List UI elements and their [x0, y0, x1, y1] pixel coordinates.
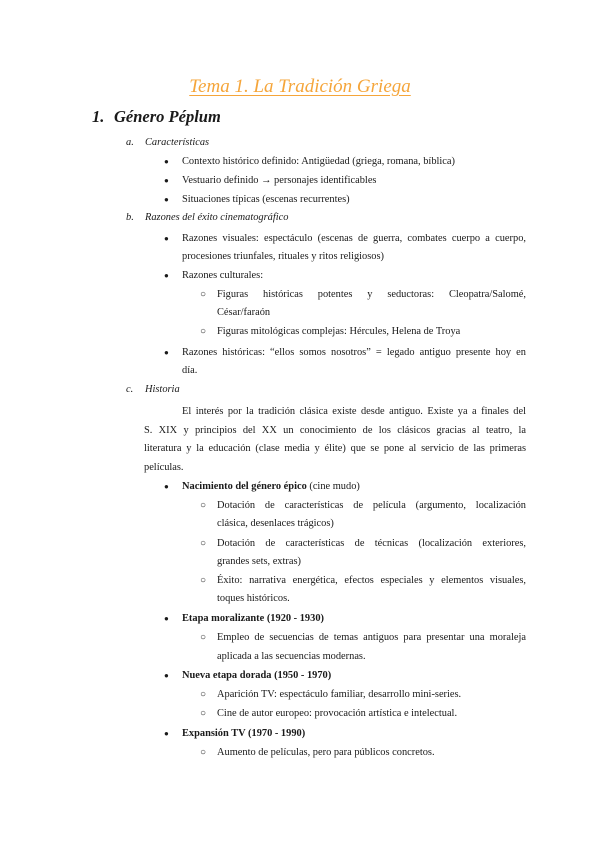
paragraph-line: literatura y la educación (clase media y élite) que se pone al servicio de las primeras [144, 443, 526, 454]
era-title: Nueva etapa dorada (1950 - 1970) [182, 670, 332, 681]
circle-bullet-icon: ○ [200, 747, 207, 758]
paragraph-line: películas. [144, 462, 184, 473]
circle-bullet-icon: ○ [200, 538, 207, 549]
bullet-icon: ● [164, 176, 169, 185]
subsection-title: Características [145, 137, 210, 148]
circle-bullet-icon: ○ [200, 689, 207, 700]
bullet-icon: ● [164, 729, 169, 738]
circle-bullet-icon: ○ [200, 500, 207, 511]
list-item-continuation: día. [182, 365, 198, 376]
list-item: Dotación de características de película (argumento, localización [217, 500, 526, 511]
list-item-continuation: aplicada a las secuencias modernas. [217, 651, 366, 662]
subsection-title: Razones del éxito cinematográfico [145, 212, 289, 223]
bullet-icon: ● [164, 348, 169, 357]
list-item-continuation: toques históricos. [217, 593, 290, 604]
era-note: (cine mudo) [306, 481, 360, 492]
circle-bullet-icon: ○ [200, 575, 207, 586]
paragraph-line: S. XIX y principios del XX un conocimiento de los clásicos gracias al teatro, la [144, 425, 526, 436]
list-item: Cine de autor europeo: provocación artística e intelectual. [217, 708, 458, 719]
document-title: Tema 1. La Tradición Griega [189, 76, 411, 97]
list-item: Contexto histórico definido: Antigüedad (griega, romana, bíblica) [182, 156, 455, 167]
list-item: Vestuario definido → personajes identificables [182, 175, 377, 186]
list-item: Empleo de secuencias de temas antiguos para presentar una moraleja [217, 632, 526, 643]
list-item: Razones históricas: “ellos somos nosotros” = legado antiguo presente hoy en [182, 347, 526, 358]
subsection-a [126, 137, 209, 148]
bullet-icon: ● [164, 234, 169, 243]
bullet-icon: ● [164, 195, 169, 204]
bullet-icon: ● [164, 157, 169, 166]
circle-bullet-icon: ○ [200, 326, 207, 337]
section-title: Género Péplum [114, 107, 221, 126]
section-heading [92, 107, 221, 127]
subsection-b [126, 212, 288, 223]
subsection-letter: a. [126, 137, 134, 148]
era-title: Nacimiento del género épico [182, 481, 307, 492]
list-item: Éxito: narrativa energética, efectos especiales y elementos visuales, [217, 575, 526, 586]
subsection-letter: b. [126, 212, 134, 223]
bullet-icon: ● [164, 482, 169, 491]
era-title: Expansión TV (1970 - 1990) [182, 728, 306, 739]
list-item: Figuras mitológicas complejas: Hércules, Helena de Troya [217, 326, 461, 337]
bullet-icon: ● [164, 671, 169, 680]
section-number: 1. [92, 107, 105, 126]
list-item: Razones visuales: espectáculo (escenas de guerra, combates cuerpo a cuerpo, [182, 233, 526, 244]
list-item [182, 480, 360, 493]
paragraph-line: El interés por la tradición clásica existe desde antiguo. Existe ya a finales del [182, 406, 526, 417]
list-item: Aparición TV: espectáculo familiar, desarrollo mini-series. [217, 689, 462, 700]
subsection-title: Historia [145, 384, 180, 395]
list-item: Dotación de características de técnicas (localización exteriores, [217, 538, 526, 549]
list-item-continuation: grandes sets, extras) [217, 556, 301, 567]
circle-bullet-icon: ○ [200, 708, 207, 719]
circle-bullet-icon: ○ [200, 632, 207, 643]
list-item-continuation: César/faraón [217, 307, 271, 318]
list-item: Razones culturales: [182, 270, 264, 281]
list-item: Aumento de películas, pero para públicos concretos. [217, 747, 435, 758]
list-item-continuation: procesiones triunfales, rituales y ritos religiosos) [182, 251, 384, 262]
circle-bullet-icon: ○ [200, 289, 207, 300]
subsection-c [126, 384, 180, 395]
bullet-icon: ● [164, 614, 169, 623]
bullet-icon: ● [164, 271, 169, 280]
list-item: Situaciones típicas (escenas recurrentes) [182, 194, 350, 205]
era-title: Etapa moralizante (1920 - 1930) [182, 613, 324, 624]
list-item: Figuras históricas potentes y seductoras: Cleopatra/Salomé, [217, 289, 526, 300]
subsection-letter: c. [126, 384, 134, 395]
list-item-continuation: clásica, desenlaces trágicos) [217, 518, 334, 529]
